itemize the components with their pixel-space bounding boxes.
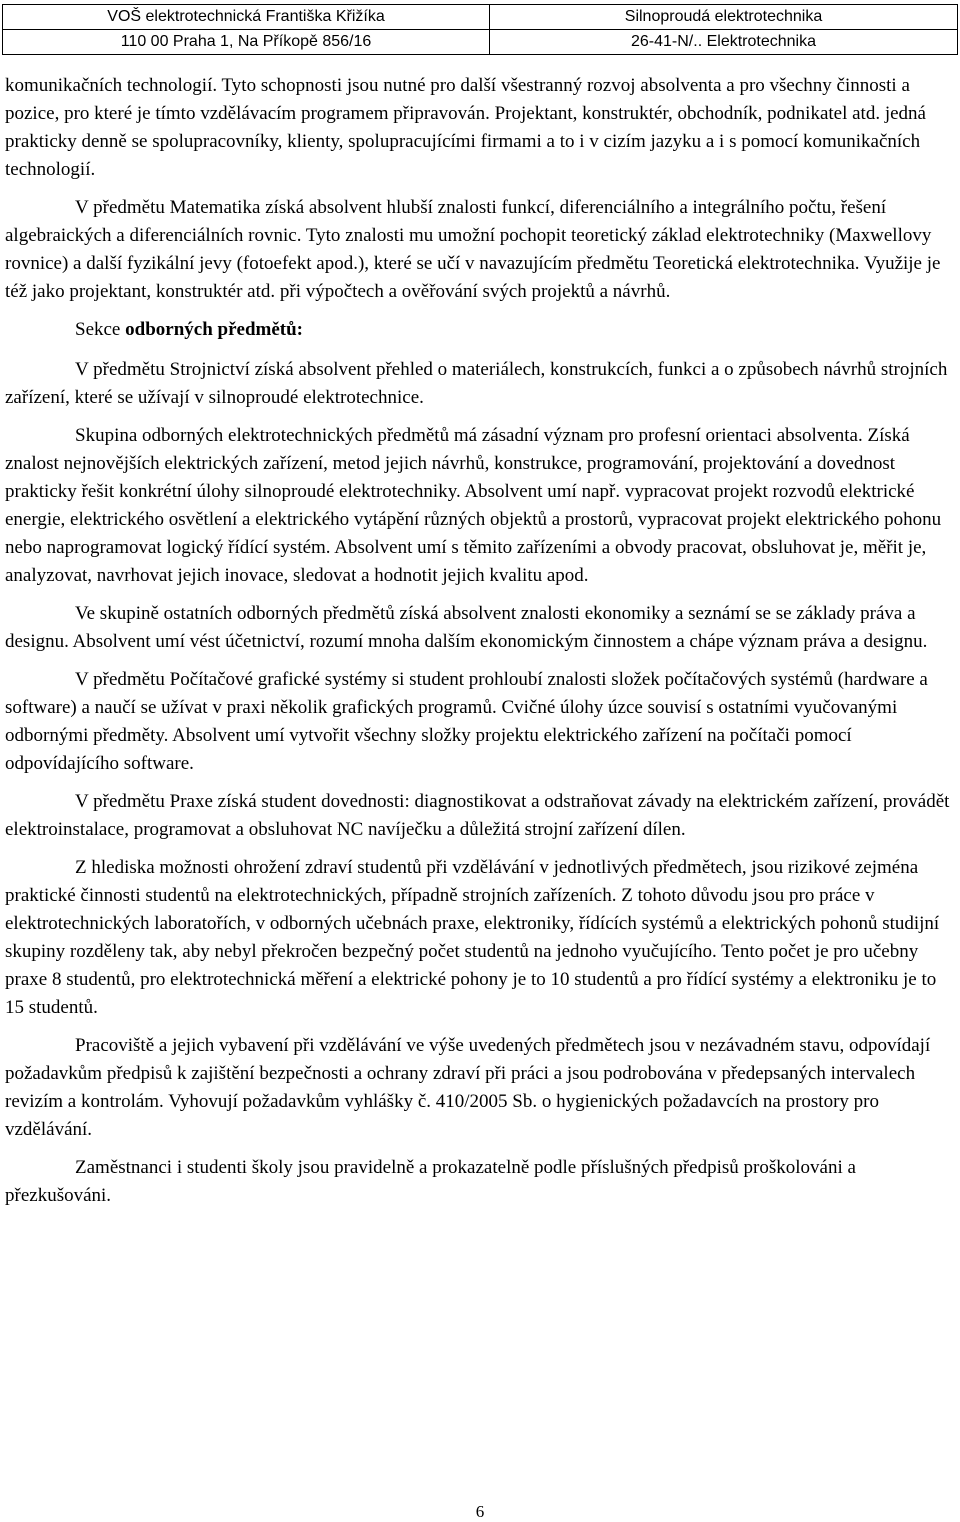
paragraph-mathematics: V předmětu Matematika získá absolvent hlubší znalosti funkcí, diferenciálního a integrálního počtu, řešení algebraických a diferenciálních rovnic. Tyto znalosti mu umožní pochopit teoretický základ elektrotechniky (Maxwellovy rovnice) a další fyzikální jevy (fotoefekt apod.), které se učí v navazujícím předmětu Teoretická elektrotechnika. Využije je též jako projektant, konstruktér atd. při výpočtech a ověřování svých projektů a návrhů.: [5, 197, 941, 302]
header-field-name: Silnoproudá elektrotechnika: [490, 5, 958, 30]
paragraph-communication: komunikačních technologií. Tyto schopnosti jsou nutné pro další všestranný rozvoj absolventa a pro všechny činnosti a pozice, pro které je tímto vzdělávacím programem připravován. Projektant, konstruktér, obchodník, podnikatel atd. jedná prakticky denně se spolupracovníky, klienty, spolupracujícími firmami a to i v cizím jazyku a i s pomocí komunikačních technologií.: [5, 75, 926, 180]
document-body: [5, 72, 953, 1220]
paragraph-practice: V předmětu Praxe získá student dovednosti: diagnostikovat a odstraňovat závady na elektrickém zařízení, provádět elektroinstalace, programovat a obsluhovat NC navíječku a důležitá strojní zařízení dílen.: [5, 791, 950, 840]
section-heading-professional-subjects: Sekce odborných předmětů:: [75, 319, 303, 340]
header-school-address: 110 00 Praha 1, Na Příkopě 856/16: [3, 30, 490, 55]
header-school-name: VOŠ elektrotechnická Františka Křižíka: [3, 5, 490, 30]
page-number: 6: [475, 1502, 485, 1521]
paragraph-health-safety: Z hlediska možnosti ohrožení zdraví studentů při vzdělávání v jednotlivých předmětech, jsou rizikové zejména praktické činnosti studentů na elektrotechnických, případně strojních zařízeních. Z tohoto důvodu jsou pro práce v elektrotechnických laboratořích, v odborných učebnách praxe, elektroniky, řídících systémů a elektrických pohonů studijní skupiny rozděleny tak, aby nebyl překročen bezpečný počet studentů na jednoho vyučujícího. Tento počet je pro učebny praxe 8 studentů, pro elektrotechnická měření a elektrické pohony je to 10 studentů a pro řídící systémy a elektroniku je to 15 studentů.: [5, 857, 940, 1018]
paragraph-computer-graphics: V předmětu Počítačové grafické systémy si student prohloubí znalosti složek počítačových systémů (hardware a software) a naučí se užívat v praxi několik grafických programů. Cvičné úlohy úzce souvisí s ostatními vyučovanými odbornými předměty. Absolvent umí vytvořit všechny složky projektu elektrického zařízení na počítači pomocí odpovídajícího software.: [5, 669, 928, 774]
header-program-code: 26-41-N/.. Elektrotechnika: [490, 30, 958, 55]
paragraph-other-subjects: Ve skupině ostatních odborných předmětů získá absolvent znalosti ekonomiky a seznámí se se základy práva a designu. Absolvent umí vést účetnictví, rozumí mnoha dalším ekonomickým činnostem a chápe význam práva a designu.: [5, 603, 928, 652]
paragraph-workplaces: Pracoviště a jejich vybavení při vzdělávání ve výše uvedených předmětech jsou v nezávadném stavu, odpovídají požadavkům předpisů k zajištění bezpečnosti a ochrany zdraví při práci a jsou podrobována v předepsaných intervalech revizím a kontrolám. Vyhovují požadavkům vyhlášky č. 410/2005 Sb. o hygienických požadavcích na prostory pro vzdělávání.: [5, 1035, 931, 1140]
paragraph-mechanical-engineering: V předmětu Strojnictví získá absolvent přehled o materiálech, konstrukcích, funkci a o způsobech návrhů strojních zařízení, které se užívají v silnoproudé elektrotechnice.: [5, 359, 948, 408]
paragraph-training: Zaměstnanci i studenti školy jsou pravidelně a prokazatelně podle příslušných předpisů proškolováni a přezkušováni.: [5, 1157, 856, 1206]
section-heading-bold: odborných předmětů:: [125, 319, 303, 340]
page-header: [2, 4, 958, 55]
paragraph-electrical-subjects: Skupina odborných elektrotechnických předmětů má zásadní význam pro profesní orientaci absolventa. Získá znalost nejnovějších elektrických zařízení, metod jejich návrhů, konstrukce, programování, projektování a dovednost prakticky řešit konkrétní úlohy silnoproudé elektrotechniky. Absolvent umí např. vypracovat projekt rozvodů elektrické energie, elektrického osvětlení a elektrického vytápění různých objektů a prostorů, vypracovat projekt elektrického pohonu nebo naprogramovat logický řídící systém. Absolvent umí s těmito zařízeními a obvody pracovat, obsluhovat je, měřit je, analyzovat, navrhovat jejich inovace, sledovat a hodnotit jejich kvalitu apod.: [5, 425, 942, 586]
